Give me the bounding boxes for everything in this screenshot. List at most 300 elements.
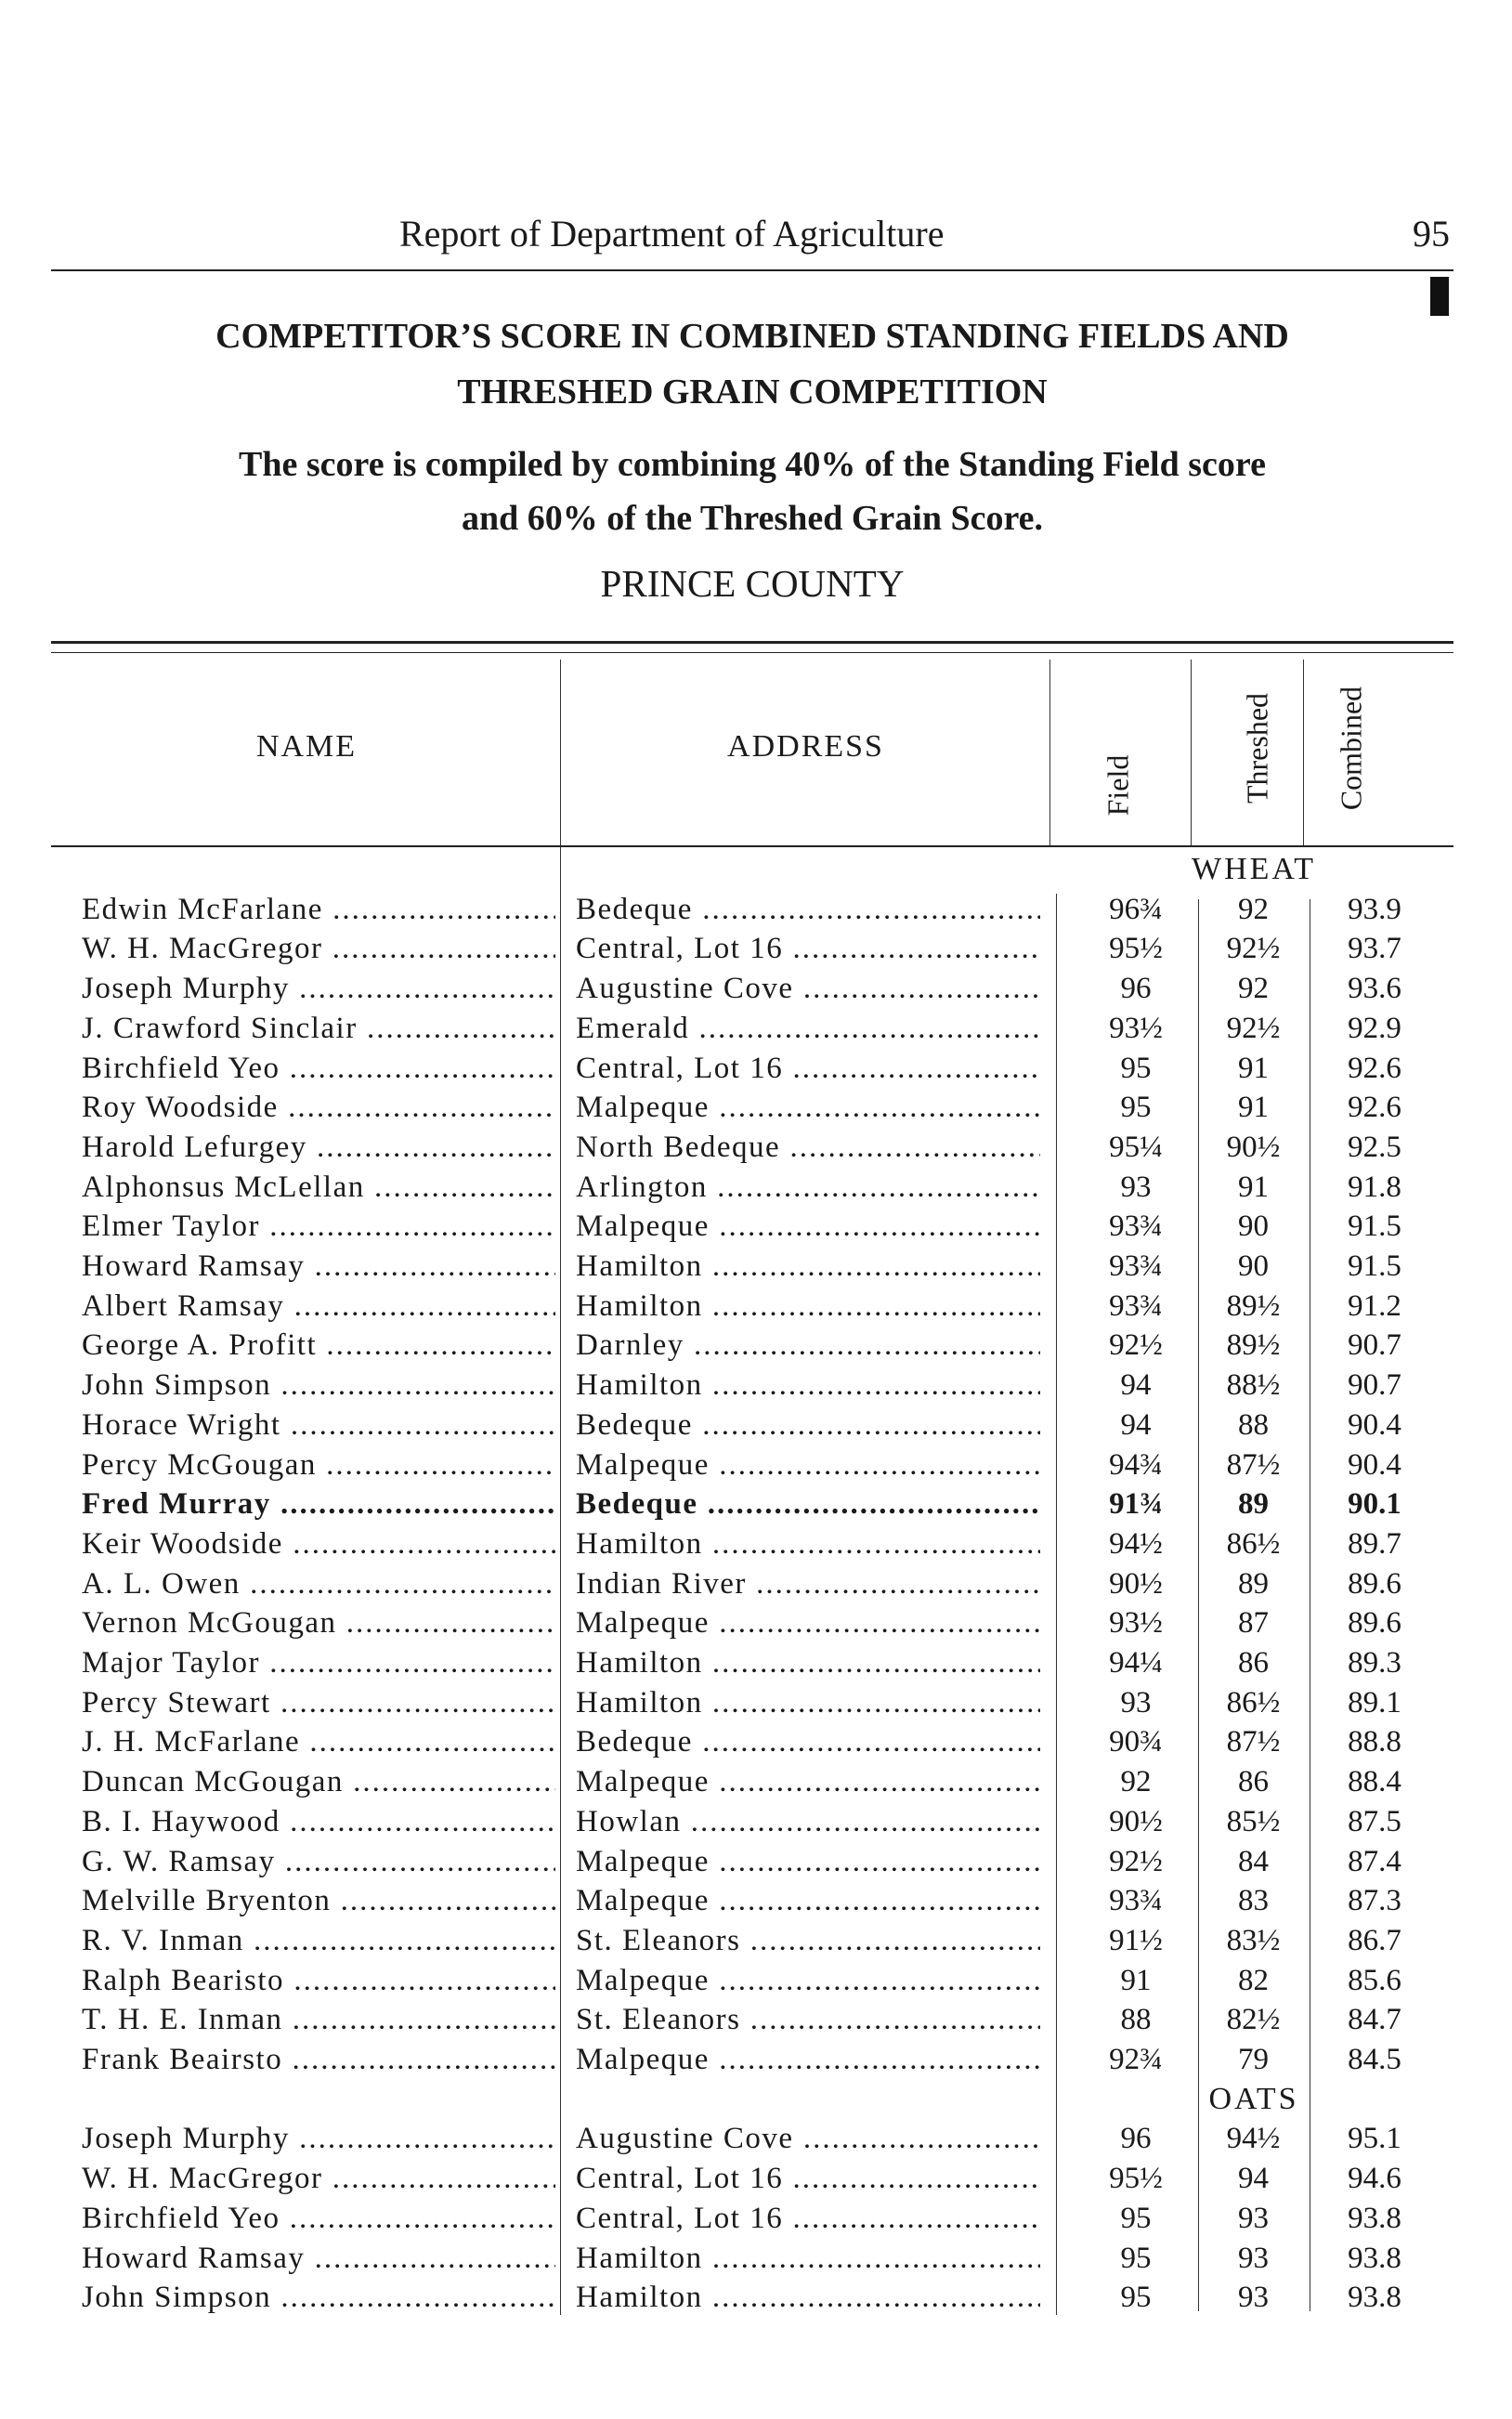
competitor-address	[576, 2119, 1040, 2159]
competitor-name-text: Birchfield Yeo	[82, 1051, 280, 1085]
threshed-score	[1191, 1406, 1316, 1445]
combined-score	[1310, 1287, 1440, 1327]
competitor-name-text: Ralph Bearisto	[82, 1963, 285, 1997]
competitor-name-text: Howard Ramsay	[82, 1249, 306, 1283]
dot-leader	[703, 1646, 1040, 1680]
competitor-name-text: Birchfield Yeo	[82, 2201, 280, 2235]
dot-leader	[684, 1328, 1040, 1362]
field-score-text: 94¼	[1109, 1646, 1163, 1680]
threshed-score	[1191, 1484, 1316, 1524]
combined-score	[1310, 1168, 1440, 1208]
combined-score	[1310, 1088, 1440, 1128]
dot-leader	[284, 1964, 555, 1997]
dot-leader	[358, 1012, 555, 1045]
threshed-score-text: 89	[1238, 1566, 1269, 1601]
dot-leader	[331, 1884, 555, 1917]
column-header-address: ADDRESS	[727, 729, 884, 764]
dot-leader	[271, 1686, 555, 1719]
competitor-name	[82, 890, 555, 930]
competitor-name-text: Duncan McGougan	[82, 1765, 344, 1799]
competitor-address-text: Bedeque	[576, 1487, 698, 1522]
dot-leader	[710, 1964, 1040, 1997]
competitor-name	[82, 2278, 555, 2318]
field-score-text: 92½	[1109, 1844, 1163, 1878]
threshed-score	[1191, 1287, 1316, 1327]
competitor-name-text: Elmer Taylor	[82, 1210, 260, 1244]
combined-score-text: 93.6	[1348, 972, 1401, 1006]
combined-score	[1310, 1921, 1440, 1961]
field-score-text: 91¾	[1109, 1487, 1163, 1522]
competitor-address-text: Central, Lot 16	[576, 932, 784, 966]
competitor-name	[82, 1287, 555, 1327]
competitor-name-text: B. I. Haywood	[82, 1804, 280, 1838]
dot-leader	[703, 1686, 1040, 1719]
competitor-address-text: Hamilton	[576, 1526, 703, 1561]
combined-score-text: 90.7	[1348, 1368, 1401, 1403]
dot-leader	[307, 1131, 555, 1164]
table-row	[0, 1564, 1512, 1604]
dot-leader	[260, 1646, 555, 1680]
combined-score-text: 91.8	[1348, 1170, 1401, 1204]
field-score-text: 95	[1120, 2201, 1152, 2235]
table-row	[0, 1603, 1512, 1643]
competitor-address	[576, 1445, 1040, 1485]
competitor-address-text: Bedeque	[576, 1725, 693, 1759]
threshed-score	[1191, 1842, 1316, 1882]
competitor-name	[82, 1643, 555, 1683]
running-head-title: Report of Department of Agriculture	[399, 213, 945, 255]
threshed-score	[1191, 1921, 1316, 1961]
table-row	[0, 1326, 1512, 1366]
competitor-name	[82, 2239, 555, 2279]
competitor-address	[576, 1842, 1040, 1882]
dot-leader	[271, 1368, 555, 1402]
dot-leader	[794, 972, 1040, 1005]
competitor-name-text: T. H. E. Inman	[82, 2003, 283, 2037]
field-score-text: 94	[1120, 1368, 1152, 1403]
competitor-address-text: St. Eleanors	[576, 2003, 741, 2037]
competitor-address-text: Howlan	[576, 1804, 682, 1838]
dot-leader	[703, 2281, 1040, 2314]
competitor-name	[82, 1842, 555, 1882]
competitor-address-text: Malpeque	[576, 2043, 710, 2076]
dot-leader	[271, 2281, 555, 2314]
dot-leader	[703, 1289, 1040, 1323]
table-row	[0, 1247, 1512, 1287]
threshed-score-text: 89	[1238, 1487, 1269, 1522]
competitor-address	[576, 1168, 1040, 1208]
competitor-name	[82, 1961, 555, 2001]
threshed-score-text: 85½	[1226, 1804, 1281, 1838]
field-score-text: 95	[1120, 1091, 1152, 1125]
threshed-score-text: 89½	[1226, 1288, 1281, 1323]
table-row	[0, 1366, 1512, 1406]
threshed-score	[1191, 1445, 1316, 1485]
field-score-text: 94	[1120, 1407, 1152, 1442]
competitor-address-text: Malpeque	[576, 1210, 710, 1244]
threshed-score-text: 91	[1238, 1091, 1269, 1125]
combined-score-text: 93.7	[1348, 932, 1401, 966]
heading-line-2: THRESHED GRAIN COMPETITION	[457, 373, 1048, 412]
field-score-text: 91	[1120, 1963, 1152, 1997]
threshed-score-text: 94½	[1226, 2122, 1281, 2156]
competitor-address	[576, 1128, 1040, 1168]
field-score-text: 94½	[1109, 1526, 1163, 1561]
threshed-score-text: 83	[1238, 1884, 1269, 1918]
threshed-score-text: 92½	[1226, 932, 1281, 966]
threshed-score	[1191, 1049, 1316, 1089]
combined-score-text: 92.6	[1348, 1091, 1401, 1125]
dot-leader	[323, 2162, 555, 2195]
dot-leader	[708, 1170, 1040, 1204]
dot-leader	[305, 1249, 555, 1283]
dot-leader	[794, 2122, 1040, 2155]
competitor-name	[82, 1445, 555, 1485]
competitor-name	[82, 1009, 555, 1049]
threshed-score	[1191, 1762, 1316, 1802]
competitor-address-text: Hamilton	[576, 2281, 703, 2315]
competitor-name	[82, 2119, 555, 2159]
heading-line-1: COMPETITOR’S SCORE IN COMBINED STANDING FIELDS AND	[215, 317, 1289, 356]
competitor-name	[82, 2159, 555, 2199]
threshed-score	[1191, 1128, 1316, 1168]
table-row	[0, 1881, 1512, 1921]
combined-score-text: 92.6	[1348, 1051, 1401, 1085]
combined-score	[1310, 2278, 1440, 2318]
dot-leader	[244, 1924, 555, 1957]
combined-score	[1310, 1484, 1440, 1524]
threshed-score-text: 87	[1238, 1606, 1269, 1641]
competitor-name	[82, 1683, 555, 1723]
competitor-address	[576, 1009, 1040, 1049]
dot-leader	[337, 1606, 555, 1640]
dot-leader	[780, 1131, 1040, 1164]
combined-score	[1310, 1128, 1440, 1168]
combined-score	[1310, 1603, 1440, 1643]
competitor-name-text: John Simpson	[82, 2281, 272, 2315]
combined-score-text: 90.4	[1348, 1447, 1401, 1482]
combined-score	[1310, 890, 1440, 930]
field-score-text: 93	[1120, 1170, 1152, 1204]
competitor-address-text: Hamilton	[576, 1646, 703, 1680]
combined-score	[1310, 1009, 1440, 1049]
table-row	[0, 1009, 1512, 1049]
competitor-name-text: Percy Stewart	[82, 1685, 271, 1719]
dot-leader	[740, 2003, 1040, 2036]
dot-leader	[783, 932, 1040, 965]
combined-score	[1310, 1881, 1440, 1921]
threshed-score	[1191, 2119, 1316, 2159]
table-row	[0, 2199, 1512, 2239]
combined-score-text: 90.4	[1348, 1407, 1401, 1442]
column-header-threshed: Threshed	[1240, 692, 1274, 804]
competitor-address	[576, 2199, 1040, 2239]
threshed-score	[1191, 2159, 1316, 2199]
threshed-score-text: 90	[1238, 1249, 1269, 1283]
combined-score-text: 91.5	[1348, 1210, 1401, 1244]
field-score-text: 88	[1120, 2003, 1152, 2037]
competitor-address-text: Malpeque	[576, 1765, 710, 1799]
competitor-name-text: A. L. Owen	[82, 1566, 241, 1601]
competitor-address	[576, 1881, 1040, 1921]
combined-score-text: 87.4	[1348, 1844, 1401, 1878]
field-score-text: 96	[1120, 972, 1152, 1006]
competitor-address	[576, 1683, 1040, 1723]
combined-score	[1310, 1366, 1440, 1406]
threshed-score-text: 82½	[1226, 2003, 1281, 2037]
competitor-name	[82, 1128, 555, 1168]
threshed-score	[1191, 1683, 1316, 1723]
dot-leader	[710, 1606, 1040, 1640]
combined-score-text: 84.5	[1348, 2043, 1401, 2076]
competitor-address	[576, 969, 1040, 1009]
competitor-address-text: Bedeque	[576, 892, 693, 926]
competitor-name-text: Vernon McGougan	[82, 1606, 337, 1641]
field-score-text: 93	[1120, 1685, 1152, 1719]
competitor-address-text: Malpeque	[576, 1963, 710, 1997]
dot-leader	[710, 1091, 1040, 1124]
competitor-name-text: Major Taylor	[82, 1646, 260, 1680]
combined-score-text: 90.1	[1348, 1487, 1401, 1522]
threshed-score-text: 87½	[1226, 1725, 1281, 1759]
competitor-name-text: Frank Beairsto	[82, 2043, 283, 2076]
competitor-address-text: Indian River	[576, 1566, 747, 1601]
competitor-address	[576, 2239, 1040, 2279]
dot-leader	[280, 2202, 556, 2235]
dot-leader	[693, 1725, 1040, 1759]
threshed-score-text: 94	[1238, 2162, 1269, 2196]
field-score-text: 93¾	[1109, 1210, 1163, 1244]
combined-score-text: 93.9	[1348, 892, 1401, 926]
dot-leader	[693, 893, 1040, 926]
table-row	[0, 1762, 1512, 1802]
competitor-address	[576, 1564, 1040, 1604]
competitor-address-text: Central, Lot 16	[576, 2201, 784, 2235]
competitor-address-text: Central, Lot 16	[576, 1051, 784, 1085]
competitor-address	[576, 1921, 1040, 1961]
competitor-name-text: Keir Woodside	[82, 1526, 283, 1561]
competitor-name	[82, 969, 555, 1009]
competitor-name-text: W. H. MacGregor	[82, 2162, 323, 2196]
threshed-score-text: 82	[1238, 1963, 1269, 1997]
competitor-address-text: Hamilton	[576, 1288, 703, 1323]
combined-score	[1310, 1406, 1440, 1445]
table-row	[0, 1722, 1512, 1762]
field-score-text: 95	[1120, 2281, 1152, 2315]
combined-score	[1310, 1524, 1440, 1564]
combined-score	[1310, 1247, 1440, 1287]
threshed-score-text: 88½	[1226, 1368, 1281, 1403]
dot-leader	[703, 1527, 1040, 1561]
combined-score-text: 89.7	[1348, 1526, 1401, 1561]
threshed-score	[1191, 1603, 1316, 1643]
dot-leader	[710, 1845, 1040, 1878]
dot-leader	[300, 1725, 555, 1759]
threshed-score-text: 86	[1238, 1646, 1269, 1680]
dot-leader	[283, 2003, 555, 2036]
section-label: WHEAT	[1192, 852, 1316, 886]
threshed-score-text: 92	[1238, 892, 1269, 926]
threshed-score	[1191, 1802, 1316, 1842]
field-score-text: 96	[1120, 2122, 1152, 2156]
competitor-name-text: Melville Bryenton	[82, 1884, 332, 1918]
dot-leader	[693, 1408, 1040, 1442]
dot-leader	[317, 1448, 555, 1482]
combined-score-text: 94.6	[1348, 2162, 1401, 2196]
competitor-name	[82, 1722, 555, 1762]
threshed-score	[1191, 890, 1316, 930]
combined-score	[1310, 1445, 1440, 1485]
dot-leader	[783, 1052, 1040, 1085]
combined-score-text: 89.3	[1348, 1646, 1401, 1680]
dot-leader	[280, 1805, 555, 1838]
header-divider-field-threshed	[1191, 660, 1192, 845]
table-row	[0, 1406, 1512, 1445]
competitor-address	[576, 1524, 1040, 1564]
threshed-score-text: 93	[1238, 2201, 1269, 2235]
combined-score-text: 87.3	[1348, 1884, 1401, 1918]
competitor-address-text: Malpeque	[576, 1884, 710, 1918]
table-row	[0, 1207, 1512, 1247]
threshed-score-text: 87½	[1226, 1447, 1281, 1482]
dot-leader	[280, 1052, 556, 1085]
threshed-score-text: 93	[1238, 2241, 1269, 2275]
combined-score	[1310, 2199, 1440, 2239]
competitor-name	[82, 2040, 555, 2080]
dot-leader	[317, 1328, 555, 1362]
competitor-address-text: Hamilton	[576, 1368, 703, 1403]
threshed-score	[1191, 1207, 1316, 1247]
dot-leader	[305, 2242, 555, 2275]
threshed-score-text: 83½	[1226, 1923, 1281, 1957]
threshed-score	[1191, 929, 1316, 969]
field-score-text: 96¾	[1109, 892, 1163, 926]
competitor-address-text: Emerald	[576, 1011, 690, 1045]
threshed-score	[1191, 2040, 1316, 2080]
combined-score	[1310, 1564, 1440, 1604]
competitor-name-text: J. H. McFarlane	[82, 1725, 301, 1759]
county-title: PRINCE COUNTY	[600, 562, 905, 605]
dot-leader	[710, 1765, 1040, 1798]
competitor-address	[576, 2159, 1040, 2199]
competitor-address	[576, 1049, 1040, 1089]
competitor-address-text: Augustine Cove	[576, 2122, 794, 2156]
dot-leader	[681, 1805, 1040, 1838]
competitor-address	[576, 2278, 1040, 2318]
dot-leader	[323, 893, 555, 926]
field-score-text: 92¾	[1109, 2043, 1163, 2076]
combined-score	[1310, 1326, 1440, 1366]
competitor-name	[82, 1762, 555, 1802]
combined-score	[1310, 1762, 1440, 1802]
field-score-text: 90¾	[1109, 1725, 1163, 1759]
dot-leader	[783, 2202, 1040, 2235]
dot-leader	[703, 1368, 1040, 1402]
dot-leader	[703, 1249, 1040, 1283]
table-top-rule-thin	[51, 652, 1453, 653]
table-row	[0, 1168, 1512, 1208]
competitor-address	[576, 1802, 1040, 1842]
combined-score-text: 89.6	[1348, 1606, 1401, 1641]
combined-score-text: 88.4	[1348, 1765, 1401, 1799]
threshed-score	[1191, 1643, 1316, 1683]
competitor-address-text: Hamilton	[576, 1249, 703, 1283]
competitor-name-text: John Simpson	[82, 1368, 272, 1403]
dot-leader	[276, 1845, 555, 1878]
combined-score-text: 88.8	[1348, 1725, 1401, 1759]
table-row	[0, 1287, 1512, 1327]
header-divider-name-address	[560, 660, 561, 845]
threshed-score-text: 91	[1238, 1170, 1269, 1204]
dot-leader	[740, 1924, 1040, 1957]
combined-score-text: 91.2	[1348, 1288, 1401, 1323]
combined-score	[1310, 2000, 1440, 2040]
threshed-score	[1191, 1326, 1316, 1366]
competitor-address	[576, 1088, 1040, 1128]
combined-score-text: 86.7	[1348, 1923, 1401, 1957]
combined-score-text: 91.5	[1348, 1249, 1401, 1283]
competitor-name	[82, 929, 555, 969]
competitor-address	[576, 929, 1040, 969]
column-header-name: NAME	[255, 729, 358, 764]
table-row	[0, 929, 1512, 969]
threshed-score-text: 89½	[1226, 1328, 1281, 1363]
dot-leader	[282, 2043, 555, 2076]
competitor-address	[576, 1762, 1040, 1802]
field-score-text: 95¼	[1109, 1130, 1163, 1164]
threshed-score	[1191, 2199, 1316, 2239]
table-row	[0, 1524, 1512, 1564]
table-row	[0, 1049, 1512, 1089]
threshed-score-text: 92½	[1226, 1011, 1281, 1045]
competitor-address-text: Bedeque	[576, 1407, 693, 1442]
competitor-address	[576, 2040, 1040, 2080]
column-header-combined: Combined	[1334, 686, 1368, 811]
competitor-address-text: Hamilton	[576, 1685, 703, 1719]
dot-leader	[279, 1091, 555, 1124]
competitor-name-text: Fred Murray	[82, 1487, 271, 1522]
dot-leader	[290, 2122, 555, 2155]
competitor-name	[82, 1603, 555, 1643]
threshed-score	[1191, 1524, 1316, 1564]
field-score-text: 91½	[1109, 1923, 1163, 1957]
competitor-address-text: St. Eleanors	[576, 1923, 741, 1957]
competitor-address	[576, 1961, 1040, 2001]
table-header-rule	[51, 845, 1453, 847]
competitor-address-text: Malpeque	[576, 1606, 710, 1641]
threshed-score-text: 93	[1238, 2281, 1269, 2315]
threshed-score-text: 86½	[1226, 1526, 1281, 1561]
competitor-name	[82, 1207, 555, 1247]
dot-leader	[290, 972, 555, 1005]
field-score-text: 92	[1120, 1765, 1152, 1799]
threshed-score	[1191, 1366, 1316, 1406]
page-number: 95	[1413, 213, 1450, 255]
dot-leader	[710, 1210, 1040, 1243]
threshed-score	[1191, 1564, 1316, 1604]
table-top-rule	[51, 641, 1453, 644]
threshed-score-text: 86	[1238, 1765, 1269, 1799]
competitor-name	[82, 1366, 555, 1406]
section-label: OATS	[1208, 2081, 1299, 2116]
subheading-line-1: The score is compiled by combining 40% of the Standing Field score	[239, 445, 1266, 484]
competitor-name	[82, 1484, 555, 1524]
combined-score-text: 92.9	[1348, 1011, 1401, 1045]
table-row	[0, 1921, 1512, 1961]
competitor-name	[82, 1406, 555, 1445]
threshed-score-text: 90	[1238, 1210, 1269, 1244]
combined-score-text: 90.7	[1348, 1328, 1401, 1363]
